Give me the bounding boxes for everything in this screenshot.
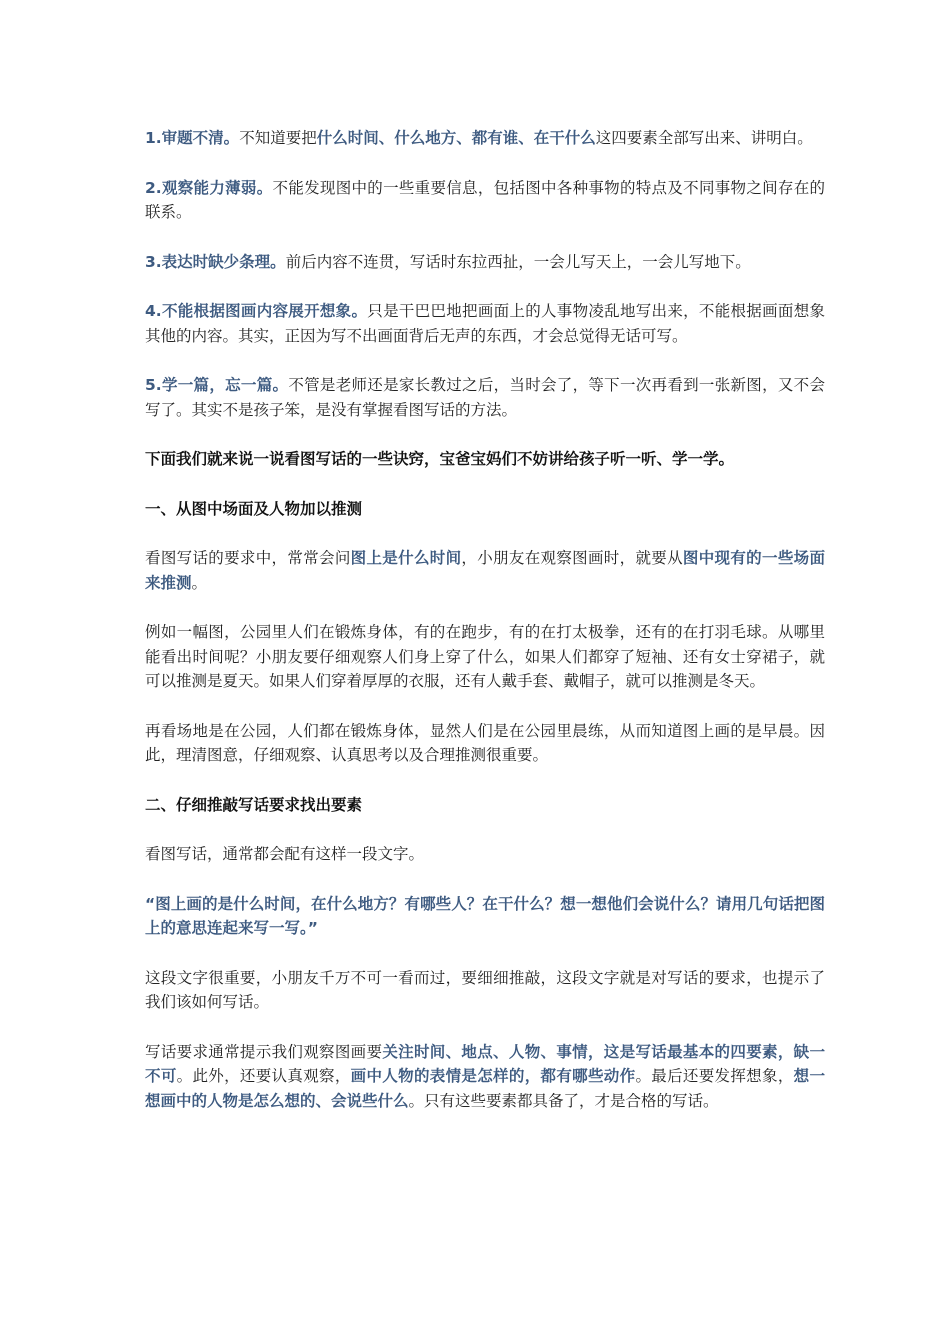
- text-run: 前后内容不连贯，写话时东拉西扯，一会儿写天上，一会儿写地下。: [285, 252, 751, 271]
- paragraph: [145, 546, 825, 595]
- document-body: [145, 126, 825, 1138]
- highlight-text: 什么时间、什么地方、都有谁、在干什么: [316, 129, 596, 147]
- paragraph: [145, 250, 825, 275]
- highlight-text: 图上是什么时间: [350, 549, 462, 567]
- text-run: 写话要求通常提示我们观察图画要: [145, 1042, 383, 1061]
- highlight-text: 想一想画中的人物是怎么想的、会说些什么: [145, 1067, 825, 1110]
- text-run: 只是干巴巴地把画面上的人事物凌乱地写出来，不能根据画面想象其他的内容。其实，正因为写不出画面背后无声的东西，才会总觉得无话可写。: [145, 302, 825, 345]
- paragraph: [145, 620, 825, 694]
- text-run: 这四要素全部写出来、讲明白。: [595, 129, 813, 147]
- paragraph: [145, 966, 825, 1015]
- text-run: 不知道要把: [239, 129, 317, 147]
- text-run: 再看场地是在公园，人们都在锻炼身体，显然人们是在公园里晨练，从而知道图上画的是早晨。因此，理清图意，仔细观察、认真思考以及合理推测很重要。: [145, 721, 825, 764]
- paragraph: [145, 842, 825, 867]
- text-run: 例如一幅图，公园里人们在锻炼身体，有的在跑步，有的在打太极拳，还有的在打羽毛球。从哪里能看出时间呢？小朋友要仔细观察人们身上穿了什么，如果人们都穿了短袖、还有女士穿裙子，就可以推测是夏天。如果人们穿着厚厚的衣服，还有人戴手套、戴帽子，就可以推测是冬天。: [145, 623, 825, 690]
- text-run: 。: [191, 573, 208, 592]
- paragraph: [145, 719, 825, 768]
- text-run: 看图写话的要求中，常常会问: [145, 549, 351, 567]
- text-run: 。最后还要发挥想象，: [635, 1067, 794, 1085]
- text-run: 不管是老师还是家长教过之后，当时会了，等下一次再看到一张新图，又不会写了。其实不是孩子笨，是没有掌握看图写话的方法。: [145, 376, 825, 419]
- highlight-text: 3.表达时缺少条理。: [145, 252, 286, 271]
- text-run: 看图写话，通常都会配有这样一段文字。: [145, 845, 425, 863]
- paragraph: [145, 299, 825, 348]
- text-run: 。只有这些要素都具备了，才是合格的写话。: [408, 1091, 719, 1110]
- text-run: 下面我们就来说一说看图写话的一些诀窍，宝爸宝妈们不妨讲给孩子听一听、学一学。: [145, 450, 735, 468]
- text-run: 。此外，还要认真观察，: [176, 1067, 351, 1085]
- text-run: 二、仔细推敲写话要求找出要素: [145, 795, 363, 814]
- text-run: 一、从图中场面及人物加以推测: [145, 499, 363, 518]
- section-heading: [145, 447, 825, 472]
- paragraph: [145, 126, 825, 151]
- highlight-text: 关注时间、地点、人物、事情，这是写话最基本的四要素，缺一不可: [145, 1042, 825, 1085]
- paragraph: [145, 373, 825, 422]
- text-run: ，小朋友在观察图画时，就要从: [461, 549, 683, 567]
- paragraph: [145, 1040, 825, 1114]
- text-run: 这段文字很重要，小朋友千万不可一看而过，要细细推敲，这段文字就是对写话的要求，也提示了我们该如何写话。: [145, 968, 825, 1011]
- section-heading: [145, 793, 825, 818]
- section-heading: [145, 497, 825, 522]
- text-run: 不能发现图中的一些重要信息，包括图中各种事物的特点及不同事物之间存在的联系。: [145, 178, 825, 221]
- highlight-text: 4.不能根据图画内容展开想象。: [145, 302, 368, 320]
- highlight-text: 5.学一篇，忘一篇。: [145, 376, 289, 394]
- highlight-text: 2.观察能力薄弱。: [145, 178, 273, 197]
- highlight-text: 画中人物的表情是怎样的，都有哪些动作: [350, 1067, 636, 1085]
- quote-paragraph: [145, 892, 825, 941]
- highlight-text: 图中现有的一些场面来推测: [145, 549, 825, 592]
- highlight-text: 1.审题不清。: [145, 129, 240, 147]
- highlight-text: “图上画的是什么时间，在什么地方？有哪些人？在干什么？想一想他们会说什么？请用几句话把图上的意思连起来写一写。”: [145, 894, 825, 937]
- paragraph: [145, 176, 825, 225]
